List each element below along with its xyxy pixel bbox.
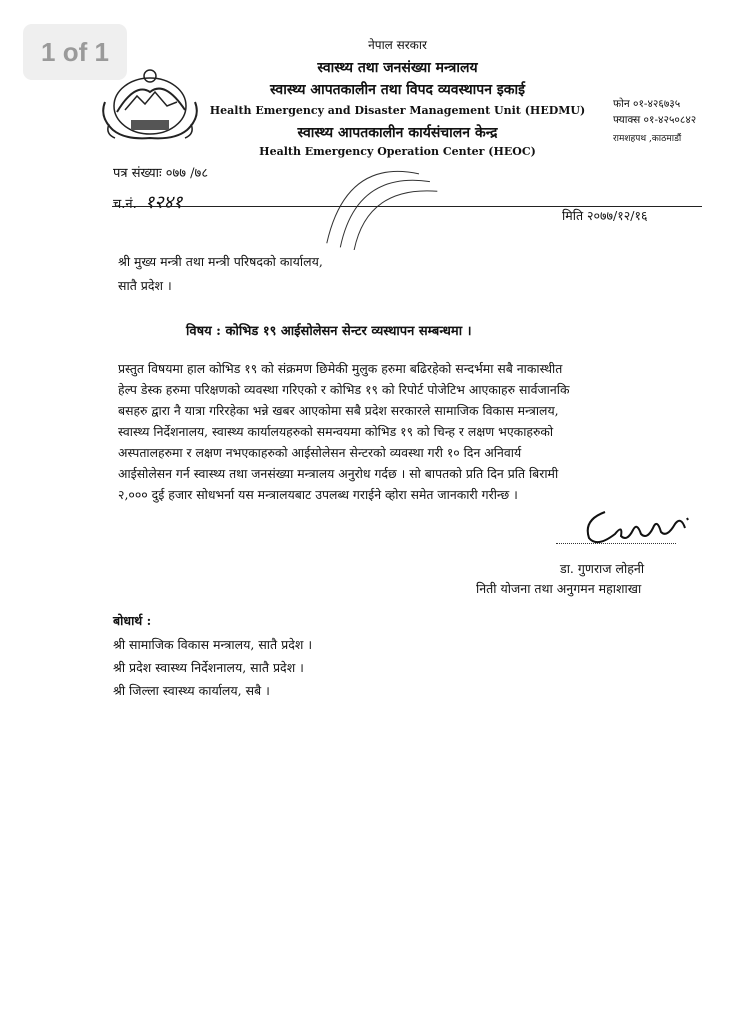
letterhead-unit-nepali: स्वास्थ्य आपतकालीन तथा विपद व्यवस्थापन इकाई: [269, 82, 526, 98]
body-line: आईसोलेसन गर्न स्वास्थ्य तथा जनसंख्या मन्त्रालय अनुरोध गर्दछ । सो बापतको प्रति दिन प्रति बिरामी: [118, 466, 559, 481]
body-line: हेल्प डेस्क हरुमा परिक्षणको व्यवस्था गरिएको र कोभिड १९ को रिपोर्ट पोजेटिभ आएकाहरु सार्वजानकि: [118, 382, 570, 397]
letterhead-center-english: Health Emergency Operation Center (HEOC): [259, 145, 536, 158]
letter-subject: विषय : कोभिड १९ आईसोलेसन सेन्टर व्यस्थापन सम्बन्धमा ।: [186, 324, 472, 339]
dispatch-number-value: १२४१: [144, 192, 183, 213]
body-line: बसहरु द्वारा नै यात्रा गरिरहेका भन्ने खबर आएकोमा सबै प्रदेश सरकारले सामाजिक विकास मन्त्रालय,: [118, 403, 559, 418]
addressee-line-2: सातै प्रदेश ।: [118, 278, 172, 293]
contact-phone: फोन ०१-४२६७३५: [613, 98, 681, 110]
cc-heading: बोधार्थ :: [113, 613, 152, 628]
letterhead-center-nepali: स्वास्थ्य आपतकालीन कार्यसंचालन केन्द्र: [297, 125, 498, 141]
letterhead-unit-english: Health Emergency and Disaster Management Unit (HEDMU): [209, 104, 586, 117]
letterhead-ministry: स्वास्थ्य तथा जनसंख्या मन्त्रालय: [317, 60, 478, 76]
letterhead-government: नेपाल सरकार: [368, 38, 427, 52]
body-line: स्वास्थ्य निर्देशनालय, स्वास्थ्य कार्यालयहरुको समन्वयमा कोभिड १९ को चिन्ह र लक्षण भएकाहरुको: [118, 424, 554, 439]
body-line: अस्पतालहरुमा र लक्षण नभएकाहरुको आईसोलेसन सेन्टरको व्यवस्था गरी १० दिन अनिवार्य: [118, 445, 522, 460]
cc-item: श्री जिल्ला स्वास्थ्य कार्यालय, सबै ।: [113, 683, 270, 698]
body-line: प्रस्तुत विषयमा हाल कोभिड १९ को संक्रमण छिमेकी मुलुक हरुमा बढिरहेको सन्दर्भमा सबै नाकास्थीत: [118, 361, 563, 376]
office-stamp: [296, 160, 446, 250]
letter-number-label: पत्र संख्याः: [113, 166, 162, 181]
letter-number-value: ०७७ /७८: [165, 166, 209, 181]
signatory-name: डा. गुणराज लोहनी: [560, 561, 645, 576]
letter-date: मिति २०७७/१२/१६: [562, 208, 648, 223]
dispatch-number-label: च.नं.: [113, 197, 137, 212]
contact-address: रामशहपथ ,काठमाडौं: [613, 134, 682, 144]
dispatch-number: [113, 190, 182, 214]
signature-line: [556, 543, 676, 544]
cc-item: श्री सामाजिक विकास मन्त्रालय, सातै प्रदेश ।: [113, 637, 313, 652]
page-indicator: 1 of 1: [23, 24, 127, 80]
letter-number: [113, 163, 208, 181]
addressee-line-1: श्री मुख्य मन्त्री तथा मन्त्री परिषदको कार्यालय,: [118, 254, 323, 269]
contact-fax: फ्याक्स ०१-४२५०८४२: [613, 114, 697, 126]
signatory-department: निती योजना तथा अनुगमन महाशाखा: [476, 581, 642, 596]
body-line: २,००० दुई हजार सोधभर्ना यस मन्त्रालयबाट उपलब्ध गराईने व्होरा समेत जानकारी गरीन्छ ।: [118, 487, 518, 502]
cc-item: श्री प्रदेश स्वास्थ्य निर्देशनालय, सातै प्रदेश ।: [113, 660, 304, 675]
